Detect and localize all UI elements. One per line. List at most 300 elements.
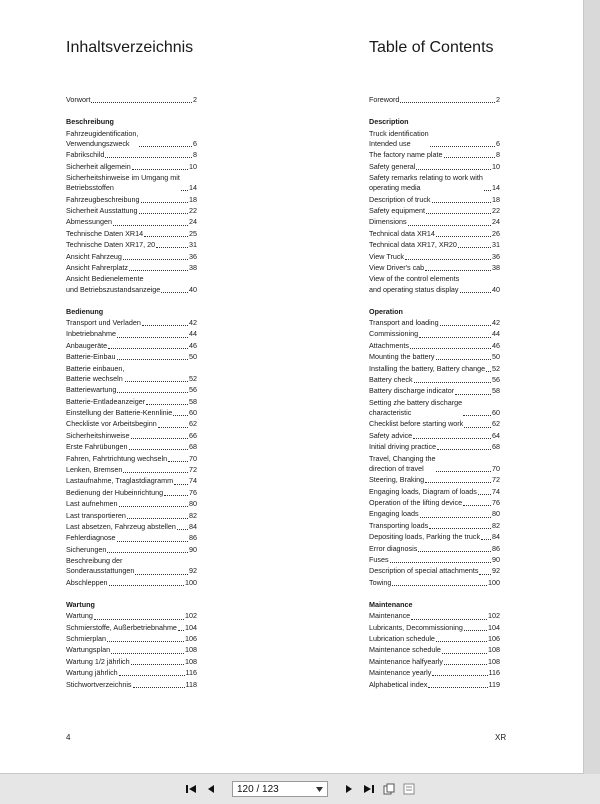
dot-leader (135, 574, 188, 575)
toc-entry[interactable] (369, 352, 500, 362)
toc-entry[interactable] (369, 634, 500, 644)
toc-entry[interactable] (66, 419, 197, 429)
dot-leader (125, 381, 188, 382)
dot-leader (444, 664, 487, 665)
toc-entry-page: 44 (189, 329, 197, 339)
toc-entry-page: 108 (185, 656, 197, 666)
toc-entry-label: Safety remarks relating to work with operating media (369, 172, 483, 193)
model-brand: XR (495, 733, 507, 742)
dot-leader (132, 169, 188, 170)
toc-entry-label: Fuses (369, 554, 389, 564)
toc-entry-label: Batterie-Einbau (66, 352, 116, 362)
toc-entry[interactable] (66, 329, 197, 339)
dot-leader (432, 675, 487, 676)
toc-entry[interactable] (369, 173, 500, 193)
toc-entry-page: 106 (488, 634, 500, 644)
toc-entry[interactable] (369, 487, 500, 497)
toc-entry[interactable] (369, 375, 500, 385)
toc-entry[interactable] (369, 364, 500, 374)
toc-entry-label: Lenken, Bremsen (66, 464, 123, 474)
page-selector[interactable] (232, 781, 328, 797)
toc-entry-page: 108 (488, 645, 500, 655)
dot-leader (181, 190, 188, 191)
dropdown-arrow-icon (316, 787, 323, 792)
toc-entry-page: 56 (492, 375, 500, 385)
toc-entry[interactable] (66, 150, 197, 160)
toc-entry[interactable] (66, 556, 197, 576)
toc-entry-label: Wartung (66, 611, 93, 621)
toc-entry[interactable] (369, 544, 500, 554)
dot-leader (425, 482, 491, 483)
toc-entry-page: 42 (189, 318, 197, 328)
toc-entry-page: 104 (185, 622, 197, 632)
toc-entry[interactable] (369, 498, 500, 508)
toc-column-de (66, 95, 197, 702)
toc-section-title: Maintenance (369, 599, 413, 609)
toc-entry[interactable] (66, 217, 197, 227)
next-page-button[interactable] (342, 782, 356, 796)
toc-entry-label: Maintenance halfyearly (369, 656, 443, 666)
toc-entry[interactable] (66, 173, 197, 193)
toc-entry-label: Depositing loads, Parking the truck (369, 532, 481, 542)
toc-entry[interactable] (369, 454, 500, 474)
toc-entry-page: 74 (189, 476, 197, 486)
toc-entry-page: 66 (189, 430, 197, 440)
toc-entry-page: 76 (492, 497, 500, 507)
toc-entry-label: Wartung jährlich (66, 668, 118, 678)
viewer-toolbar (0, 774, 600, 804)
dot-leader (428, 687, 487, 688)
last-page-button[interactable] (362, 782, 376, 796)
toc-entry-page: 50 (492, 352, 500, 362)
toc-entry-label: Sicherheitshinweise (66, 430, 130, 440)
toc-entry-label: Truck identification Intended use (369, 128, 429, 148)
toc-entry[interactable] (66, 511, 197, 521)
toc-entry-label: Dimensions (369, 217, 407, 227)
dot-leader (117, 541, 188, 542)
toc-entry[interactable] (66, 680, 197, 690)
toc-entry-page: 22 (189, 205, 197, 215)
toc-entry[interactable] (66, 623, 197, 633)
toc-entry-label: Fehlerdiagnose (66, 533, 116, 543)
toc-entry-label: View Driver's cab (369, 262, 425, 272)
toc-title-de: Inhaltsverzeichnis (66, 39, 194, 56)
toc-entry-label: Anbaugeräte (66, 340, 108, 350)
toc-entry[interactable] (66, 476, 197, 486)
toc-entry[interactable] (369, 240, 500, 250)
toc-entry[interactable] (369, 521, 500, 531)
toc-entry-label: Installing the battery, Battery change (369, 363, 486, 373)
dot-leader (123, 472, 188, 473)
toc-entry[interactable] (66, 645, 197, 655)
toc-entry-page: 10 (189, 161, 197, 171)
dot-leader (436, 471, 491, 472)
toc-entry-page: 80 (492, 509, 500, 519)
dot-leader (436, 236, 491, 237)
first-page-button[interactable] (184, 782, 198, 796)
toc-entry[interactable] (66, 657, 197, 667)
toc-entry-label: Initial driving practice (369, 442, 437, 452)
toc-entry-page: 100 (185, 577, 197, 587)
toc-entry-label: Safety equipment (369, 205, 425, 215)
dot-leader (463, 505, 491, 506)
toc-intro (66, 95, 197, 105)
toc-entry[interactable] (369, 341, 500, 351)
toc-entry[interactable] (369, 657, 500, 667)
toc-entry-label: Batterie-Entladeanzeiger (66, 396, 146, 406)
toc-entry[interactable] (66, 442, 197, 452)
toc-entry-page: 38 (189, 262, 197, 272)
dot-leader (139, 213, 188, 214)
toc-entry-page: 52 (189, 373, 197, 383)
toc-entry-page: 86 (189, 533, 197, 543)
toc-title-en: Table of Contents (369, 39, 494, 56)
first-page-icon (185, 783, 197, 795)
toc-entry-page: 72 (189, 464, 197, 474)
toc-entry-page: 26 (492, 228, 500, 238)
dot-leader (105, 157, 192, 158)
toc-entry-page: 18 (492, 194, 500, 204)
dot-leader (484, 190, 491, 191)
dot-leader (478, 494, 491, 495)
toc-entry[interactable] (66, 397, 197, 407)
dot-leader (123, 259, 188, 260)
toc-entry-page: 108 (185, 645, 197, 655)
toc-entry[interactable] (369, 274, 500, 294)
toc-entry[interactable] (66, 488, 197, 498)
toc-entry-label: Maintenance yearly (369, 668, 432, 678)
prev-page-button[interactable] (204, 782, 218, 796)
toc-entry[interactable] (369, 668, 500, 678)
toc-entry-page: 2 (496, 95, 500, 104)
dot-leader (113, 225, 188, 226)
toc-section (369, 307, 500, 588)
toc-entry-label: Wartungsplan (66, 645, 111, 655)
dot-leader (168, 461, 188, 462)
toc-entry-page: 46 (189, 340, 197, 350)
dot-leader (463, 415, 491, 416)
dot-leader (129, 270, 188, 271)
dot-leader (107, 552, 188, 553)
toc-entry-page: 108 (488, 656, 500, 666)
toc-entry-label: Operation of the lifting device (369, 497, 463, 507)
toc-entry-label: The factory name plate (369, 150, 443, 160)
toc-section (66, 117, 197, 295)
toc-entry[interactable] (66, 499, 197, 509)
toc-entry[interactable] (66, 533, 197, 543)
dot-leader (133, 687, 185, 688)
toc-entry-page: 62 (189, 419, 197, 429)
dot-leader (156, 247, 188, 248)
toc-entry[interactable] (369, 419, 500, 429)
dot-leader (178, 630, 184, 631)
toc-entry[interactable] (369, 475, 500, 485)
toc-entry[interactable] (66, 252, 197, 262)
toc-entry-page: 38 (492, 262, 500, 272)
toc-entry-label: Error diagnosis (369, 543, 418, 553)
toc-entry-label: Engaging loads (369, 509, 419, 519)
toc-entry-label: Schmierplan (66, 634, 106, 644)
toc-entry-label: Transport und Verladen (66, 318, 141, 328)
toc-entry-label: Safety advice (369, 430, 413, 440)
dot-leader (390, 562, 491, 563)
toc-entry[interactable] (369, 95, 500, 105)
toc-entry-label: View of the control elements and operating status display (369, 274, 460, 294)
toc-entry-page: 74 (492, 486, 500, 496)
toc-entry-label: Sicherungen (66, 544, 107, 554)
toc-entry[interactable] (369, 386, 500, 396)
toc-entry[interactable] (369, 217, 500, 227)
toc-entry[interactable] (369, 431, 500, 441)
toc-entry-page: 72 (492, 475, 500, 485)
toc-entry-label: Sicherheitshinweise im Umgang mit Betriebsstoffen (66, 172, 180, 193)
toc-entry[interactable] (369, 532, 500, 542)
toc-entry-label: Sicherheit Ausstattung (66, 205, 138, 215)
toc-entry-label: Towing (369, 577, 392, 587)
toc-entry[interactable] (369, 680, 500, 690)
dot-leader (426, 213, 491, 214)
page-number: 4 (66, 733, 71, 742)
next-page-icon (343, 783, 355, 795)
toc-entry[interactable] (369, 442, 500, 452)
last-page-icon (363, 783, 375, 795)
dot-leader (127, 518, 188, 519)
toc-entry[interactable] (66, 385, 197, 395)
toc-section-title: Description (369, 117, 409, 127)
toc-entry-label: Attachments (369, 340, 409, 350)
dot-leader (429, 528, 491, 529)
toc-entry-label: Technische Daten XR14 (66, 228, 144, 238)
toc-entry[interactable] (66, 162, 197, 172)
toc-entry-page: 82 (189, 510, 197, 520)
toc-entry-label: Vorwort (66, 95, 91, 104)
toc-entry-label: Last absetzen, Fahrzeug abstellen (66, 521, 176, 531)
dot-leader (440, 325, 491, 326)
dot-leader (410, 348, 491, 349)
toc-entry-label: Battery check (369, 375, 413, 385)
toc-entry-page: 60 (189, 408, 197, 418)
toc-entry-label: Setting zhe battery discharge characteristic (369, 397, 463, 418)
toc-entry-page: 24 (189, 217, 197, 227)
dot-leader (400, 102, 495, 103)
toc-entry-label: Erste Fahrübungen (66, 442, 128, 452)
toc-entry[interactable] (369, 611, 500, 621)
toc-entry[interactable] (369, 645, 500, 655)
dot-leader (177, 529, 188, 530)
toc-entry-label: Checklist before starting work (369, 419, 464, 429)
toc-entry[interactable] (369, 555, 500, 565)
toc-entry[interactable] (66, 364, 197, 384)
toc-entry-page: 10 (492, 161, 500, 171)
toc-entry[interactable] (369, 162, 500, 172)
dot-leader (161, 292, 188, 293)
toc-entry-page: 31 (492, 240, 500, 250)
toc-entry-page: 70 (189, 453, 197, 463)
toc-entry[interactable] (66, 318, 197, 328)
toc-entry-page: 68 (189, 442, 197, 452)
dot-leader (458, 247, 491, 248)
toc-entry[interactable] (66, 240, 197, 250)
toc-section (369, 117, 500, 295)
toc-entry-page: 40 (492, 284, 500, 294)
toc-entry-page: 104 (488, 622, 500, 632)
toc-section (66, 307, 197, 588)
dot-leader (430, 146, 495, 147)
toc-entry-label: Technische Daten XR17, 20 (66, 240, 156, 250)
toc-entry[interactable] (369, 623, 500, 633)
toc-entry-page: 70 (492, 463, 500, 473)
dot-leader (420, 517, 491, 518)
dot-leader (117, 337, 188, 338)
toc-entry[interactable] (66, 95, 197, 105)
toc-entry-page: 46 (492, 340, 500, 350)
toc-entry[interactable] (369, 150, 500, 160)
toc-entry-page: 116 (185, 668, 197, 678)
dot-leader (158, 427, 188, 428)
toc-entry-label: Batterie einbauen, Batterie wechseln (66, 363, 125, 383)
toc-entry[interactable] (66, 341, 197, 351)
toc-entry-page: 22 (492, 205, 500, 215)
dot-leader (432, 202, 491, 203)
toc-entry-page: 80 (189, 499, 197, 509)
toc-entry-label: Description of special attachments (369, 566, 479, 576)
toc-entry-page: 82 (492, 520, 500, 530)
dot-leader (413, 438, 491, 439)
toc-entry[interactable] (66, 195, 197, 205)
toc-entry[interactable] (66, 229, 197, 239)
toc-entry[interactable] (66, 408, 197, 418)
dot-leader (436, 641, 487, 642)
toc-entry-label: Checkliste vor Arbeitsbeginn (66, 419, 157, 429)
toc-entry-label: Alphabetical index (369, 679, 428, 689)
toc-entry-page: 90 (492, 554, 500, 564)
toc-entry-page: 119 (488, 679, 500, 689)
toc-entry-label: Fahren, Fahrtrichtung wechseln (66, 453, 168, 463)
dot-leader (111, 653, 184, 654)
toc-entry-page: 44 (492, 329, 500, 339)
dot-leader (455, 394, 491, 395)
toc-entry[interactable] (369, 206, 500, 216)
toc-entry-label: Technical data XR17, XR20 (369, 240, 457, 250)
toc-entry[interactable] (369, 318, 500, 328)
dot-leader (164, 495, 188, 496)
toc-entry-page: 102 (185, 611, 197, 621)
toc-entry[interactable] (369, 252, 500, 262)
toc-entry-label: Fabrikschild (66, 150, 105, 160)
toc-entry-label: Fahrzeugidentification, Verwendungszweck (66, 128, 139, 148)
toc-entry-page: 62 (492, 419, 500, 429)
toc-entry[interactable] (66, 263, 197, 273)
dot-leader (464, 427, 491, 428)
toc-entry-page: 50 (189, 352, 197, 362)
toc-entry-label: Maintenance (369, 611, 411, 621)
dot-leader (119, 506, 188, 507)
toc-entry-page: 84 (492, 532, 500, 542)
toc-entry-label: Safety general (369, 161, 416, 171)
toc-entry[interactable] (369, 129, 500, 149)
toc-entry-label: Bedienung der Hubeinrichtung (66, 487, 164, 497)
toc-entry-page: 64 (492, 430, 500, 440)
dot-leader (464, 630, 487, 631)
toc-entry[interactable] (66, 578, 197, 588)
toc-section-title: Bedienung (66, 306, 104, 316)
toc-entry[interactable] (66, 668, 197, 678)
toc-section-title: Operation (369, 306, 403, 316)
toc-entry[interactable] (369, 578, 500, 588)
dot-leader (425, 270, 491, 271)
toc-entry[interactable] (369, 229, 500, 239)
toc-entry-label: Lastaufnahme, Traglastdiagramm (66, 476, 174, 486)
toc-entry[interactable] (66, 634, 197, 644)
dot-leader (129, 449, 188, 450)
dot-leader (414, 382, 491, 383)
dot-leader (107, 641, 184, 642)
toc-entry[interactable] (66, 129, 197, 149)
toc-entry-page: 8 (193, 150, 197, 160)
toc-entry[interactable] (369, 509, 500, 519)
toc-entry[interactable] (369, 566, 500, 576)
dot-leader (437, 449, 491, 450)
toc-entry-label: Commissioning (369, 329, 419, 339)
toc-entry-label: Ansicht Bedienelemente und Betriebszustandsanzeige (66, 274, 161, 294)
toc-entry[interactable] (66, 611, 197, 621)
toc-entry-label: Batteriewartung (66, 385, 117, 395)
toc-entry[interactable] (369, 263, 500, 273)
dot-leader (392, 585, 487, 586)
dot-leader (436, 359, 491, 360)
toc-entry-label: Abschleppen (66, 577, 108, 587)
toc-entry-page: 8 (496, 150, 500, 160)
toc-entry-page: 6 (193, 138, 197, 148)
toc-entry[interactable] (66, 352, 197, 362)
toc-entry-page: 40 (189, 284, 197, 294)
toc-entry-page: 14 (492, 183, 500, 193)
toc-entry-page: 100 (488, 577, 500, 587)
toc-entry[interactable] (66, 454, 197, 464)
toc-entry[interactable] (66, 431, 197, 441)
toc-entry[interactable] (369, 398, 500, 418)
two-page-view-button[interactable] (402, 782, 416, 796)
toc-entry-page: 36 (492, 251, 500, 261)
toc-entry-page: 60 (492, 408, 500, 418)
toc-entry[interactable] (369, 329, 500, 339)
toc-entry[interactable] (66, 465, 197, 475)
dot-leader (405, 259, 491, 260)
toc-entry-page: 106 (185, 634, 197, 644)
toc-entry[interactable] (66, 545, 197, 555)
toc-entry[interactable] (66, 206, 197, 216)
dot-leader (418, 551, 491, 552)
dot-leader (173, 415, 188, 416)
toc-column-en (369, 95, 500, 702)
dot-leader (109, 585, 184, 586)
toc-entry-page: 42 (492, 318, 500, 328)
toc-entry[interactable] (66, 274, 197, 294)
toc-entry-label: Einstellung der Batterie-Kennlinie (66, 408, 173, 418)
toc-entry[interactable] (66, 522, 197, 532)
single-page-view-button[interactable] (382, 782, 396, 796)
toc-entry[interactable] (369, 195, 500, 205)
dot-leader (141, 202, 188, 203)
toc-entry-page: 58 (189, 396, 197, 406)
dot-leader (442, 653, 487, 654)
toc-entry-label: Last aufnehmen (66, 499, 118, 509)
toc-entry-page: 76 (189, 487, 197, 497)
toc-entry-label: Lubrication schedule (369, 634, 435, 644)
toc-entry-label: Ansicht Fahrerplatz (66, 262, 128, 272)
toc-entry-label: View Truck (369, 251, 405, 261)
dot-leader (411, 619, 487, 620)
